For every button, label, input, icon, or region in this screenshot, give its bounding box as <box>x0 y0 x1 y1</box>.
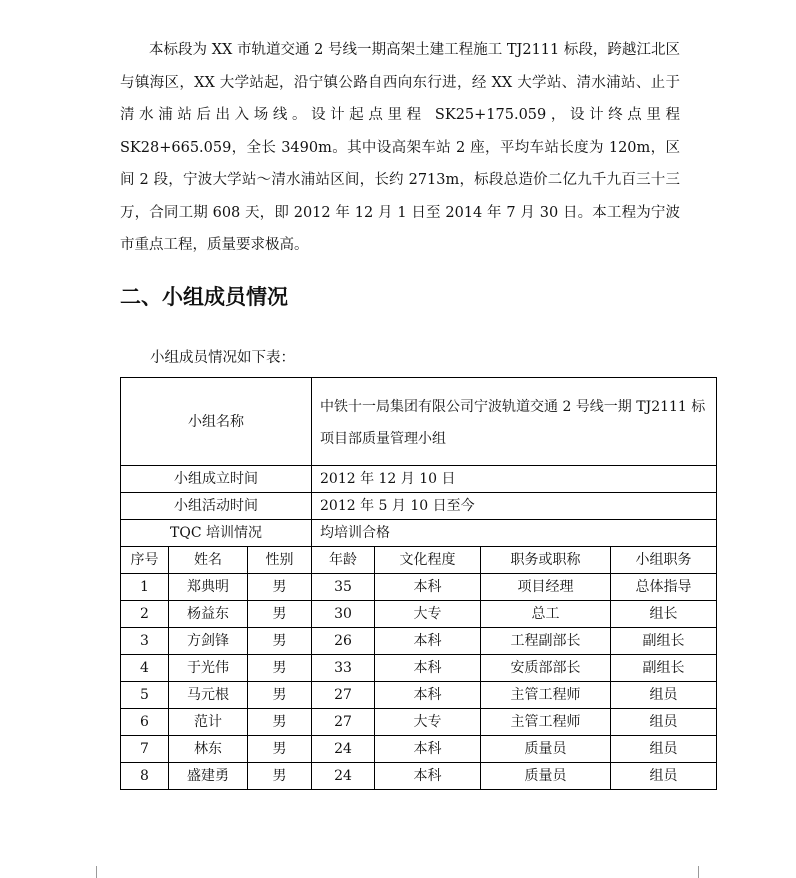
member-position: 安质部部长 <box>481 655 611 682</box>
member-education: 本科 <box>375 682 481 709</box>
row-number: 5 <box>121 682 169 709</box>
member-position: 工程副部长 <box>481 628 611 655</box>
section-heading: 二、小组成员情况 <box>120 285 288 309</box>
member-gender: 男 <box>248 709 312 736</box>
row-number: 3 <box>121 628 169 655</box>
member-age: 33 <box>312 655 375 682</box>
table-row <box>121 736 717 763</box>
member-team-role: 组长 <box>611 601 717 628</box>
member-team-role: 副组长 <box>611 655 717 682</box>
row-number: 6 <box>121 709 169 736</box>
tqc-row <box>121 520 717 547</box>
member-gender: 男 <box>248 574 312 601</box>
table-row <box>121 655 717 682</box>
member-age: 26 <box>312 628 375 655</box>
member-age: 24 <box>312 736 375 763</box>
member-team-role: 组员 <box>611 763 717 790</box>
member-name: 范计 <box>169 709 248 736</box>
member-gender: 男 <box>248 682 312 709</box>
table-row <box>121 628 717 655</box>
member-team-role: 组员 <box>611 709 717 736</box>
founded-value: 2012 年 12 月 10 日 <box>312 466 717 493</box>
founded-row <box>121 466 717 493</box>
member-name: 杨益东 <box>169 601 248 628</box>
member-position: 项目经理 <box>481 574 611 601</box>
member-gender: 男 <box>248 601 312 628</box>
member-age: 30 <box>312 601 375 628</box>
member-team-role: 组员 <box>611 682 717 709</box>
table-row <box>121 682 717 709</box>
column-header: 文化程度 <box>375 547 481 574</box>
column-header: 性别 <box>248 547 312 574</box>
member-name: 马元根 <box>169 682 248 709</box>
member-position: 主管工程师 <box>481 709 611 736</box>
project-description-paragraph: 本标段为 XX 市轨道交通 2 号线一期高架土建工程施工 TJ2111 标段，跨越江北区与镇海区，XX 大学站起，沿宁镇公路自西向东行进，经 XX 大学站、清水浦站、止于清水浦站后出入场线。设计起点里程 SK25+175.059，设计终点里程 SK28+665.059，全长 3490m。其中设高架车站 2 座，平均车站长度为 120m，区间 2 段，宁波大学站～清水浦站区间，长约 2713m，标段总造价二亿九千九百三十三万，合同工期 608 天，即 2012 年 12 月 1 日至 2014 年 7 月 30 日。本工程为宁波市重点工程，质量要求极高。 <box>120 42 680 253</box>
member-name: 方剑锋 <box>169 628 248 655</box>
team-members-table <box>120 377 717 790</box>
page-margin-mark-left <box>84 866 97 878</box>
activity-label: 小组活动时间 <box>121 493 312 520</box>
row-number: 7 <box>121 736 169 763</box>
member-education: 本科 <box>375 574 481 601</box>
member-education: 大专 <box>375 601 481 628</box>
member-position: 总工 <box>481 601 611 628</box>
member-team-role: 组员 <box>611 736 717 763</box>
member-name: 于光伟 <box>169 655 248 682</box>
member-education: 本科 <box>375 628 481 655</box>
member-name: 林东 <box>169 736 248 763</box>
member-age: 27 <box>312 709 375 736</box>
member-gender: 男 <box>248 763 312 790</box>
table-row <box>121 601 717 628</box>
member-education: 大专 <box>375 709 481 736</box>
member-gender: 男 <box>248 736 312 763</box>
table-header-row <box>121 547 717 574</box>
page-margin-mark-right <box>698 866 711 878</box>
member-name: 郑典明 <box>169 574 248 601</box>
member-education: 本科 <box>375 736 481 763</box>
member-education: 本科 <box>375 763 481 790</box>
member-team-role: 总体指导 <box>611 574 717 601</box>
member-name: 盛建勇 <box>169 763 248 790</box>
activity-value: 2012 年 5 月 10 日至今 <box>312 493 717 520</box>
member-age: 27 <box>312 682 375 709</box>
activity-row <box>121 493 717 520</box>
tqc-label: TQC 培训情况 <box>121 520 312 547</box>
team-name-label: 小组名称 <box>121 378 312 466</box>
column-header: 序号 <box>121 547 169 574</box>
member-gender: 男 <box>248 655 312 682</box>
table-row <box>121 763 717 790</box>
member-education: 本科 <box>375 655 481 682</box>
member-team-role: 副组长 <box>611 628 717 655</box>
team-name-row <box>121 378 717 466</box>
column-header: 小组职务 <box>611 547 717 574</box>
row-number: 8 <box>121 763 169 790</box>
table-row <box>121 709 717 736</box>
table-intro: 小组成员情况如下表： <box>150 350 295 366</box>
founded-label: 小组成立时间 <box>121 466 312 493</box>
table-row <box>121 574 717 601</box>
member-position: 质量员 <box>481 736 611 763</box>
row-number: 1 <box>121 574 169 601</box>
member-position: 质量员 <box>481 763 611 790</box>
tqc-value: 均培训合格 <box>312 520 717 547</box>
row-number: 4 <box>121 655 169 682</box>
row-number: 2 <box>121 601 169 628</box>
column-header: 年龄 <box>312 547 375 574</box>
column-header: 职务或职称 <box>481 547 611 574</box>
member-age: 35 <box>312 574 375 601</box>
member-age: 24 <box>312 763 375 790</box>
member-gender: 男 <box>248 628 312 655</box>
column-header: 姓名 <box>169 547 248 574</box>
team-name-value: 中铁十一局集团有限公司宁波轨道交通 2 号线一期 TJ2111 标项目部质量管理小组 <box>312 378 717 466</box>
member-position: 主管工程师 <box>481 682 611 709</box>
